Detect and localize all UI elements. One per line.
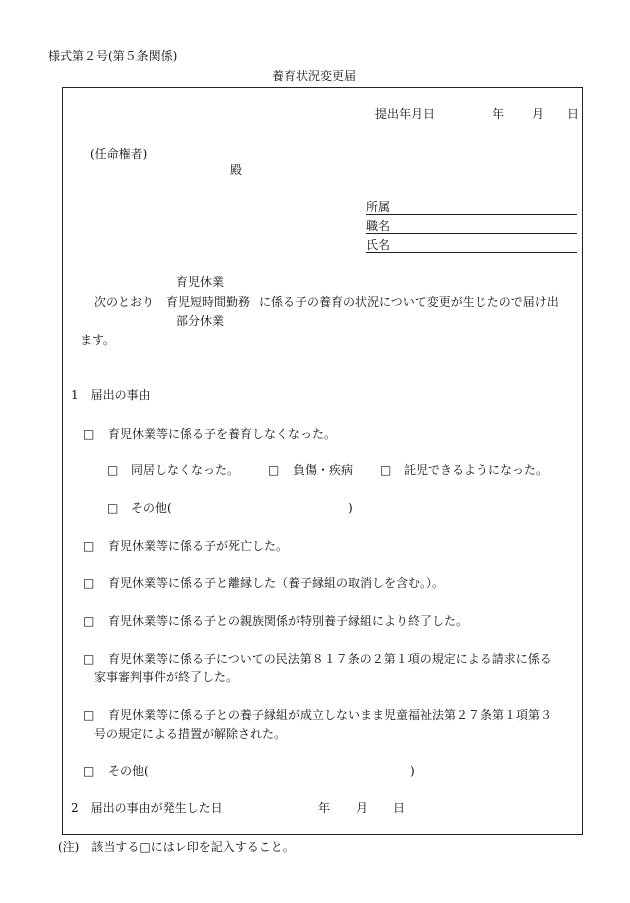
statement-option-childcare-leave: 育児休業 (176, 275, 225, 289)
appointer-label: (任命権者) (90, 147, 148, 161)
occurrence-day-label: 日 (393, 801, 406, 815)
statement-rest: に係る子の養育の状況について変更が生じたので届け出 (259, 295, 559, 309)
sub-other-input[interactable] (180, 498, 345, 516)
submission-date-label: 提出年月日 (375, 107, 436, 121)
submission-day-label: 日 (567, 107, 580, 121)
checkbox-sub-3[interactable]: □ (380, 463, 392, 477)
affiliation-field[interactable] (366, 200, 577, 215)
reason-3-text: 育児休業等に係る子と離縁した（養子縁組の取消しを含む。）。 (108, 576, 445, 590)
reason-5-text-line1: 育児休業等に係る子についての民法第８１７条の２第１項の規定による請求に係る (108, 652, 552, 666)
section2-heading: 2 届出の事由が発生した日 (71, 801, 223, 815)
section1-heading: 1 届出の事由 (71, 388, 151, 402)
position-field[interactable] (366, 219, 577, 234)
reason-other-label: その他( (108, 764, 149, 778)
checkbox-reason-other[interactable]: □ (83, 764, 95, 778)
form-number: 様式第２号(第５条関係) (48, 49, 178, 63)
statement-option-partial-leave: 部分休業 (176, 314, 225, 328)
sub-other-label: その他( (131, 501, 172, 515)
sub-3-text: 託児できるようになった。 (404, 463, 549, 477)
affiliation-label: 所属 (366, 200, 391, 214)
occurrence-month-label: 月 (356, 801, 369, 815)
sub-1-text: 同居しなくなった。 (131, 463, 240, 477)
checkbox-reason-5[interactable]: □ (83, 652, 95, 666)
statement-end: ます。 (80, 333, 116, 347)
checkbox-sub-1[interactable]: □ (107, 463, 119, 477)
statement-option-short-hours: 育児短時間勤務 (166, 295, 251, 309)
reason-1-text: 育児休業等に係る子を養育しなくなった。 (108, 427, 337, 441)
reason-6-text-line1: 育児休業等に係る子との養子縁組が成立しないまま児童福祉法第２７条第１項第３ (108, 708, 553, 722)
sub-other-close-paren: ) (348, 501, 353, 515)
checkbox-reason-2[interactable]: □ (83, 539, 95, 553)
name-label: 氏名 (366, 238, 391, 252)
reason-6-text-line2: 号の規定による措置が解除された。 (94, 727, 287, 741)
reason-other-close-paren: ) (410, 764, 415, 778)
reason-2-text: 育児休業等に係る子が死亡した。 (108, 539, 289, 553)
statement-lead: 次のとおり (94, 295, 155, 309)
reason-4-text: 育児休業等に係る子との親族関係が特別養子縁組により終了した。 (108, 614, 469, 628)
form-title: 養育状況変更届 (272, 69, 357, 83)
reason-other-input[interactable] (157, 761, 407, 779)
checkbox-sub-2[interactable]: □ (268, 463, 280, 477)
reason-5-text-line2: 家事審判事件が終了した。 (94, 670, 239, 684)
submission-month-label: 月 (532, 107, 545, 121)
honorific: 殿 (230, 163, 243, 177)
checkbox-reason-1[interactable]: □ (83, 427, 95, 441)
checkbox-sub-other[interactable]: □ (107, 501, 119, 515)
checkbox-reason-3[interactable]: □ (83, 576, 95, 590)
name-field[interactable] (366, 238, 577, 253)
sub-2-text: 負傷・疾病 (293, 463, 354, 477)
occurrence-year-label: 年 (318, 801, 331, 815)
submission-year-label: 年 (492, 107, 505, 121)
checkbox-reason-4[interactable]: □ (83, 614, 95, 628)
checkbox-reason-6[interactable]: □ (83, 708, 95, 722)
footnote: (注) 該当する□にはレ印を記入すること。 (58, 840, 295, 854)
position-label: 職名 (366, 219, 391, 233)
